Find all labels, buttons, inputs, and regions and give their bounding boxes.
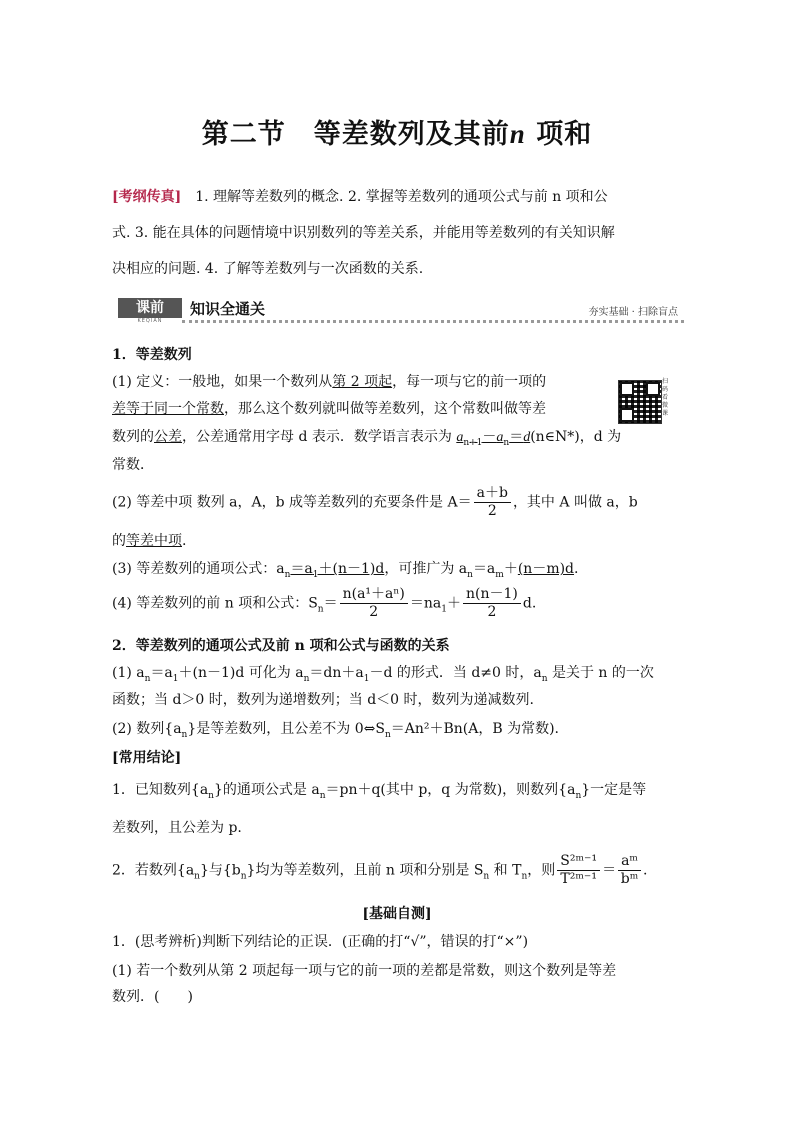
question-1-part-1-cont: 数列．( ) (112, 989, 193, 1005)
banner-slogan: 夯实基础 · 扫除盲点 (588, 307, 678, 318)
middle-term-line: (2) 等差中项 数列 a，A，b 成等差数列的充要条件是 A＝ $\frac{a+b}{2}$ ，其中 A 叫做 a，b (112, 485, 638, 519)
definition-line-1: (1) 定义：一般地，如果一个数列从第 2 项起，每一项与它的前一项的 (112, 374, 547, 390)
definition-line-3: 数列的公差，公差通常用字母 d 表示．数学语言表示为 $a_{n+1}-a_n=d(n\in N*)$，d 为 (112, 429, 622, 448)
syllabus-paragraph: [考纲传真] 1. 理解等差数列的概念. 2. 掌握等差数列的通项公式与前 n 项和公 (112, 189, 608, 205)
banner-heading: 知识全通关 (190, 300, 266, 318)
syllabus-line-2: 式. 3. 能在具体的问题情境中识别数列的等差关系，并能用等差数列的有关知识解 (112, 225, 615, 241)
banner-divider (182, 320, 684, 323)
conclusion-1-line-1: 1．已知数列$\{a_n\}$的通项公式是 $a_n=pn+q$(其中 p，q 为常数)，则数列$\{a_n\}$一定是等 (112, 782, 647, 801)
question-1: 1．(思考辨析)判断下列结论的正误．(正确的打“√”，错误的打“×”) (112, 934, 529, 950)
syllabus-tag: [考纲传真] (112, 189, 182, 205)
syllabus-line-3: 决相应的问题. 4. 了解等差数列与一次函数的关系. (112, 261, 424, 277)
middle-term-line-2: 的等差中项. (112, 533, 187, 549)
general-term-line: (3) 等差数列的通项公式：$a_n=a_1+(n-1)d$，可推广为 $a_n=a_m+(n-m)d$. (112, 561, 579, 580)
banner-pinyin: KEQIAN (137, 318, 163, 324)
definition-line-2: 差等于同一个常数，那么这个数列就叫做等差数列，这个常数叫做等差 (112, 401, 546, 417)
banner-tag: 课前 (118, 298, 182, 318)
conclusion-2-line: 2．若数列$\{a_n\}$与$\{b_n\}$均为等差数列，且前 n 项和分别是 $S_n$ 和 $T_n$，则 $\frac{\text{S²ᵐ⁻¹}}{\text{T²ᵐ⁻¹}}$ ＝ $\frac{\text{aᵐ}}{\text{bᵐ}}$ . (112, 853, 648, 887)
function-relation-line-1: (1) $a_n=a_1+(n-1)d$ 可化为 $a_n=dn+a_1-d$ 的形式．当 d≠0 时，$a_n$ 是关于 n 的一次 (112, 665, 654, 684)
function-relation-line-2: 函数；当 d＞0 时，数列为递增数列；当 d＜0 时，数列为递减数列. (112, 692, 534, 708)
self-test-heading: [基础自测] (362, 906, 432, 922)
common-conclusions-heading: [常用结论] (112, 750, 182, 766)
section-banner (112, 296, 684, 324)
section-1-heading: 1．等差数列 (112, 347, 192, 363)
function-relation-line-3: (2) 数列$\{a_n\}$是等差数列，且公差不为 $0\Leftrightarrow S_n=An^2+Bn(A$，B 为常数). (112, 721, 560, 740)
definition-line-4: 常数． (112, 457, 154, 473)
qr-caption: 扫码看微课 (662, 378, 669, 417)
section-2-heading: 2．等差数列的通项公式及前 n 项和公式与函数的关系 (112, 638, 450, 654)
page-title: 第二节 等差数列及其前n 项和 (201, 119, 593, 150)
conclusion-1-line-2: 差数列，且公差为 p. (112, 820, 242, 836)
question-1-part-1: (1) 若一个数列从第 2 项起每一项与它的前一项的差都是常数，则这个数列是等差 (112, 963, 617, 979)
sum-formula-line: (4) 等差数列的前 n 项和公式：$S_n=$ $\frac{\text{n(a¹＋aⁿ)}}{2}$ $=na_1+$ $\frac{n(n-1)}{2}$ d. (112, 586, 537, 620)
